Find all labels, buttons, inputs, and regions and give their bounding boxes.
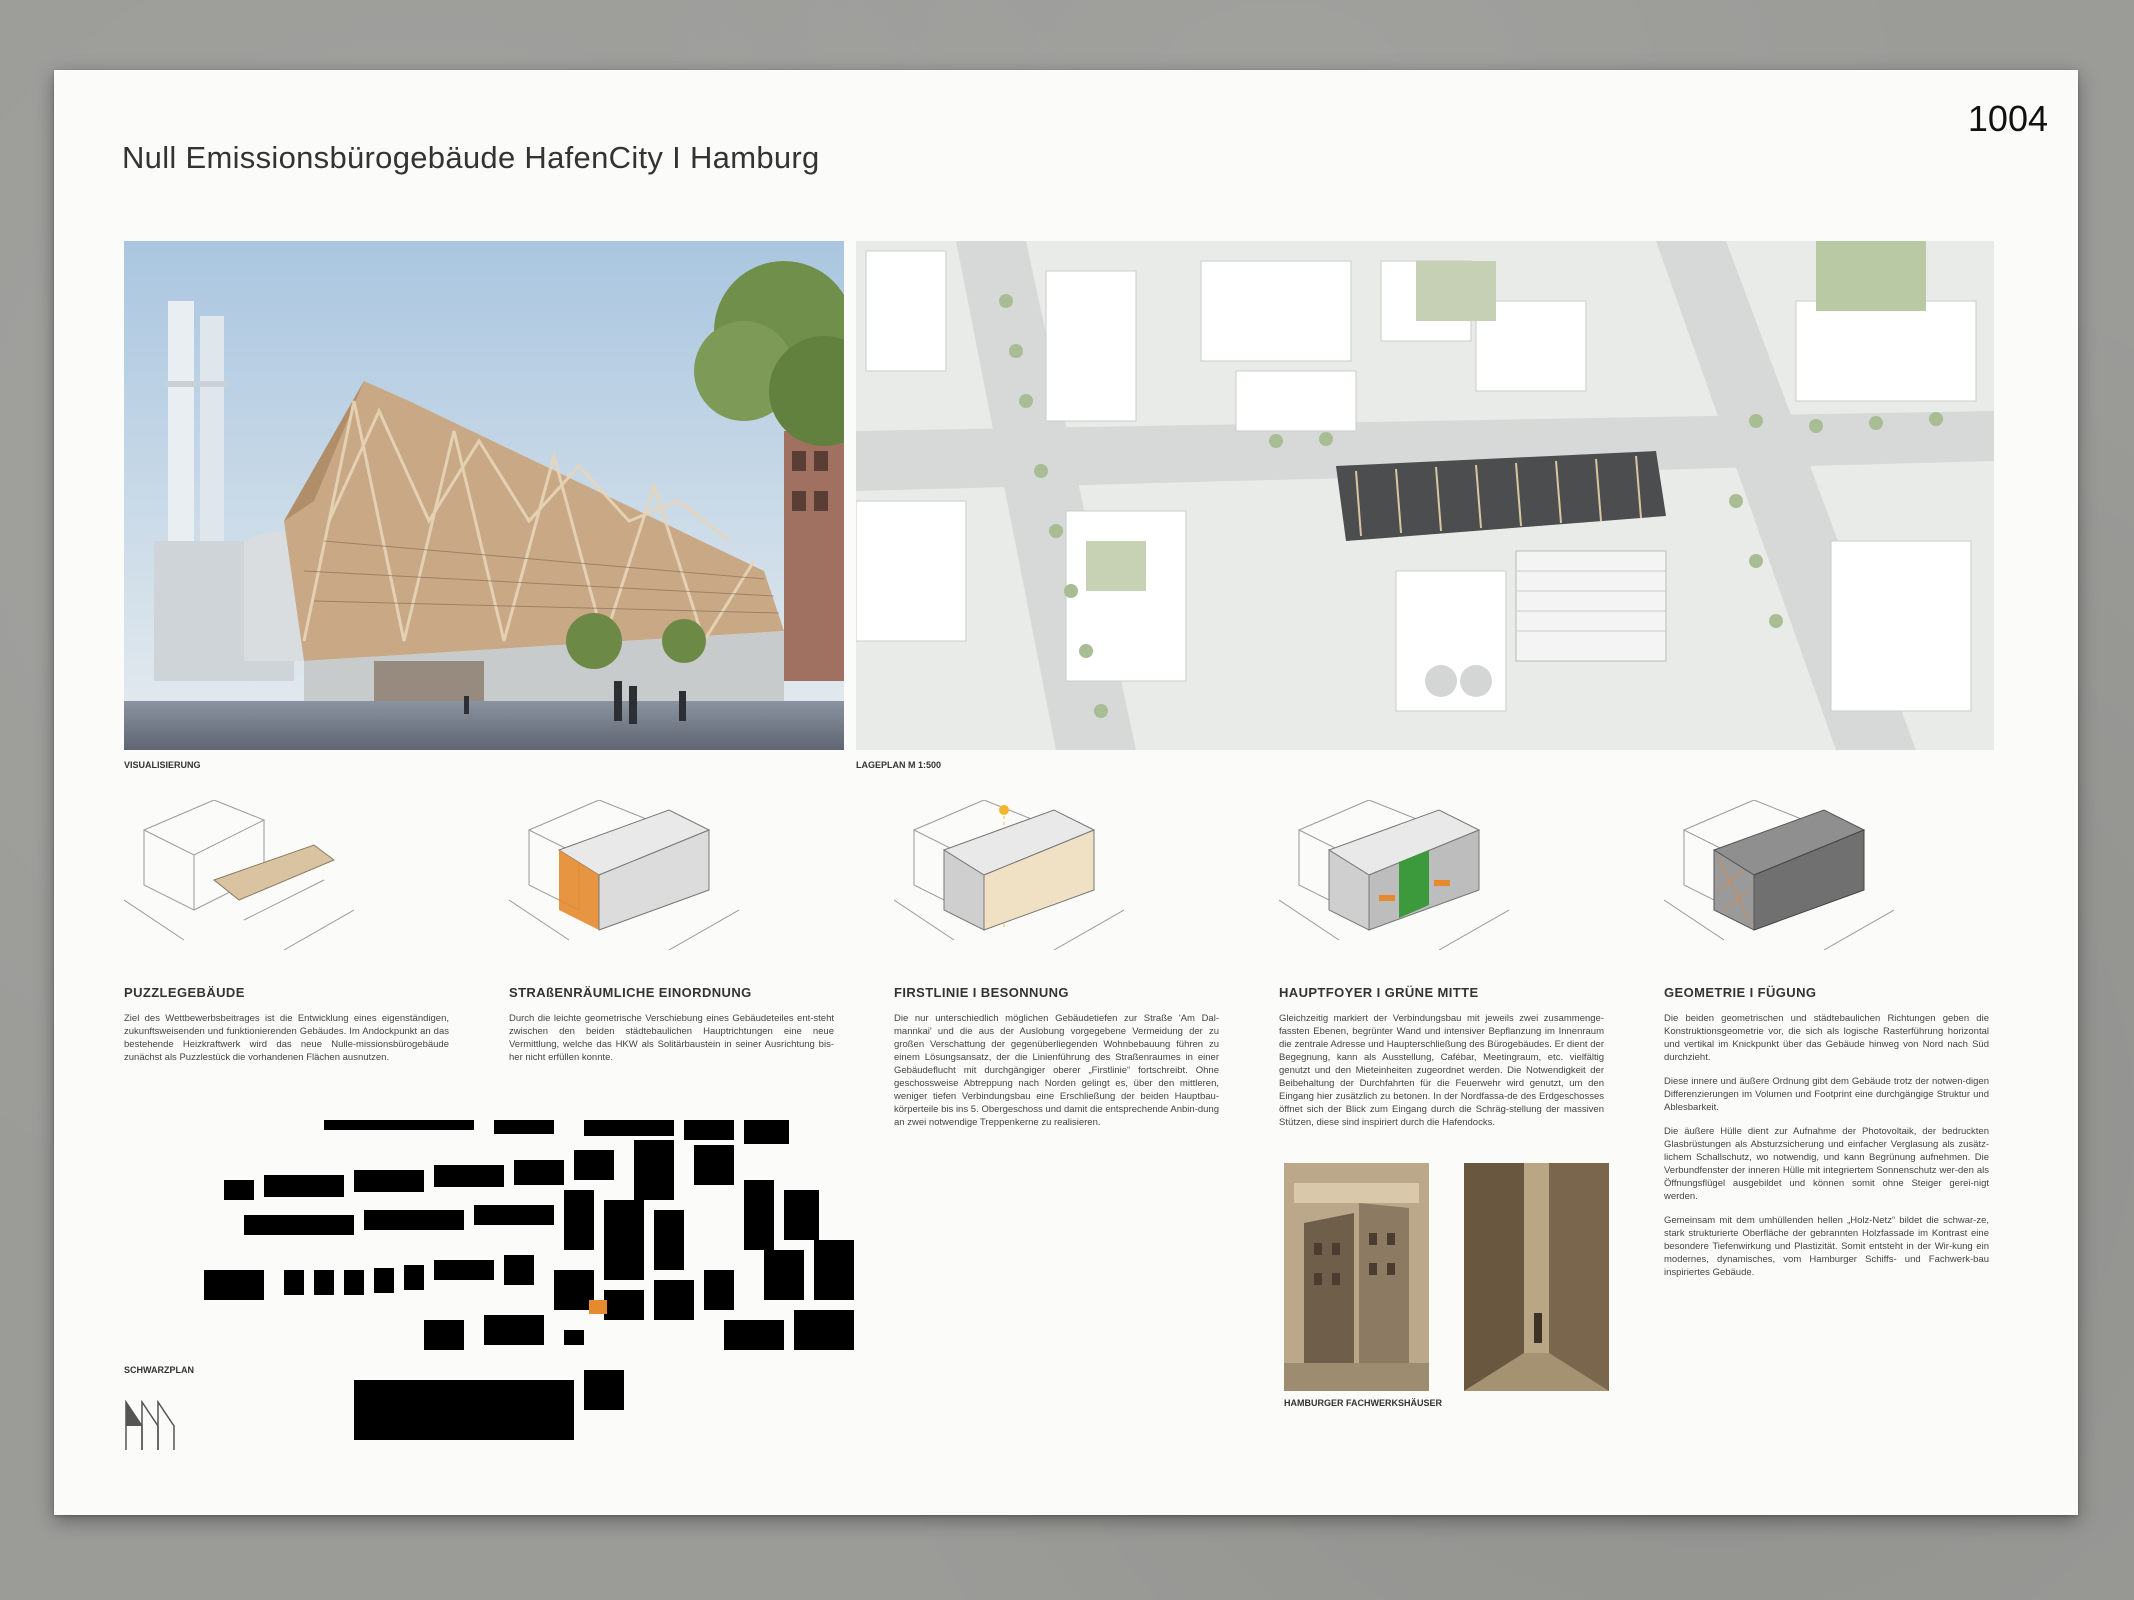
text-puzzlegebaeude [124,1012,449,1075]
figure-ground-plan [204,1120,874,1450]
diagram-foyer [1279,800,1509,950]
text-hauptfoyer [1279,1012,1604,1140]
diagram-geometry [1664,800,1894,950]
poster-title: Null Emissionsbürogebäude HafenCity I Hamburg [122,140,820,175]
paragraph: Gleichzeitig markiert der Verbindungsbau mit jeweils zwei zusammenge-fassten Ebenen, begrünter Wand und intensiver Bepflanzung im Innenraum die zentrale Adresse und Haupterschließung des Bürogebäudes. Er dient der Begegnung, kann als Ausstellung, Cafébar, Meetingraum, etc. vielfältig genutzt und den Mieteinheiten zugeordnet werden. Die Notwendigkeit der Beibehaltung der Durchfahrten für die Feuerwehr wird genutzt, um den Eingang hier zusätzlich zu betonen. In der Nordfassa-de des Erdgeschosses öffnet sich der Blick zum Eingang durch die Schräg-stellung der massiven Stützen, diese sind inspiriert durch die Hafendocks. [1279,1013,1604,1128]
heading-strassenraum: STRAßENRÄUMLICHE EINORDNUNG [509,985,752,1000]
poster-number: 1004 [1967,98,2048,139]
paragraph: Diese innere und äußere Ordnung gibt dem Gebäude trotz der notwen-digen Differenzierungen im Volumen und Footprint eine durchgängige Struktur und Ablesbarkeit. [1664,1076,1989,1113]
historic-photo-canal [1284,1163,1429,1391]
paragraph: Die äußere Hülle dient zur Aufnahme der Photovoltaik, der bedruckten Glasbrüstungen als Absturzsicherung und einfacher Verglasung als zusätz-lichem Schallschutz, wo notwendig, und kann Begrünung aufnehmen. Die Verbundfenster der inneren Hülle mit integriertem Sonnenschutz wer-den als Öffnungsflügel ausgebildet und können somit ohne Steiger gerei-nigt werden. [1664,1126,1989,1202]
site-plan-image [856,241,1994,750]
caption-fachwerk: HAMBURGER FACHWERKSHÄUSER [1284,1398,1443,1408]
diagram-street [509,800,739,950]
historic-photo-alley [1464,1163,1609,1391]
paragraph: Durch die leichte geometrische Verschiebung eines Gebäudeteiles ent-steht zwischen den beiden städtebaulichen Hauptrichtungen eine neue Vermittlung, welche das HKW als Solitärbaustein in seiner Ausrichtung bis-her nicht erfüllen konnte. [509,1013,834,1063]
paragraph: Die nur unterschiedlich möglichen Gebäudetiefen zur Straße 'Am Dal-mannkai' und die aus der Auslobung vorgegebene Vermeidung der zu großen Verschattung der gegenüberliegenden Wohnbebauung führen zu einem Lösungsansatz, der die Linienführung des Straßenraumes in einer Gebäudeflucht mit durchgängiger oberer „Firstlinie“ fortschreibt. Ohne geschossweise Abtreppung nach Norden gelingt es, über den mittleren, weniger tiefen Verbindungsbau eine Erschließung der beiden Hauptbau-körperteile bis ins 5. Obergeschoss und damit die entsprechende Anbin-dung an zwei notwendige Treppenkerne zu realisieren. [894,1013,1219,1128]
heading-puzzlegebaeude: PUZZLEGEBÄUDE [124,985,245,1000]
paragraph: Gemeinsam mit dem umhüllenden hellen „Holz-Netz“ bildet die schwar-ze, stark strukturierte Oberfläche der gebrannten Holzfassade im Kontrast eine besondere Tiefenwirkung und Plastizität. Somit entsteht in der Wir-kung ein modernes, dynamisches, vom Hamburger Schiffs- und Fachwerk-bau inspiriertes Gebäude. [1664,1215,1989,1278]
competition-poster [54,70,2078,1515]
text-strassenraum [509,1012,834,1075]
caption-lageplan: LAGEPLAN M 1:500 [856,760,942,770]
paragraph: Ziel des Wettbewerbsbeitrages ist die Entwicklung eines eigenständigen, zukunftsweisenden und funktionierenden Gebäudes. Im Andockpunkt an das bestehende Heizkraftwerk wird das neue Nulle-missionsbürogebäude zunächst als Puzzlestück die vorhandenen Flächen ausnutzen. [124,1013,449,1063]
heading-geometrie: GEOMETRIE I FÜGUNG [1664,985,1817,1000]
diagram-puzzle [124,800,354,950]
heading-hauptfoyer: HAUPTFOYER I GRÜNE MITTE [1279,985,1479,1000]
visualization-image [124,241,844,750]
caption-schwarzplan: SCHWARZPLAN [124,1365,194,1375]
heading-firstlinie: FIRSTLINIE I BESONNUNG [894,985,1069,1000]
text-geometrie [1664,1012,1989,1290]
office-logo [124,1400,180,1452]
caption-visualisierung: VISUALISIERUNG [124,760,201,770]
paragraph: Die beiden geometrischen und städtebaulichen Richtungen geben die Konstruktionsgeometrie vor, die sich als logische Rasterführung horizontal und vertikal im Knickpunkt über das Gebäude hinweg von Nord nach Süd durchzieht. [1664,1013,1989,1063]
diagram-firstline [894,800,1124,950]
text-firstlinie [894,1012,1219,1140]
